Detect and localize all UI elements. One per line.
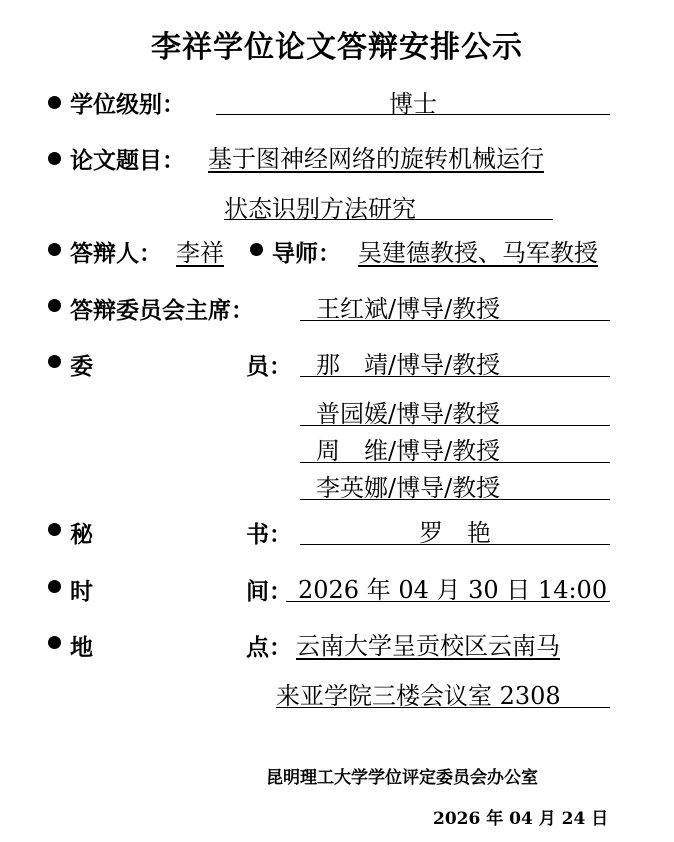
secretary-label-a: 秘 [70,521,93,548]
thesis-title-line2: 状态识别方法研究 [224,195,416,223]
member-3-underline [300,462,610,463]
secretary-value: 罗 艳 [419,519,491,547]
page-title: 李祥学位论文答辩安排公示 [151,30,523,65]
member-2-underline [300,425,610,426]
secretary-label-b: 书： [246,521,292,548]
member-2: 普园媛/博导/教授 [316,400,501,428]
bullet-advisor [250,243,263,256]
chair-value: 王红斌/博导/教授 [316,295,501,323]
members-label-a: 委 [70,353,93,380]
chair-underline [300,320,610,321]
secretary-underline [300,544,610,545]
defender-name: 李祥 [176,239,224,267]
time-label-b: 间： [246,578,292,605]
member-4: 李英娜/博导/教授 [316,474,501,502]
bullet-thesis [48,152,61,165]
bullet-defender [48,243,61,256]
member-1: 那 靖/博导/教授 [316,351,501,379]
place-label-b: 点： [246,634,292,661]
member-1-underline [300,376,610,377]
chair-label: 答辩委员会主席： [70,297,254,324]
defender-label: 答辩人： [70,240,162,267]
thesis-label: 论文题目： [70,147,185,174]
issue-date: 2026 年 04 月 24 日 [433,809,609,829]
advisor-label: 导师： [272,240,341,267]
bullet-degree [48,96,61,109]
place-line1: 云南大学呈贡校区云南马 [296,632,560,660]
thesis-title-line1: 基于图神经网络的旋转机械运行 [208,145,544,173]
bullet-members [48,355,61,368]
time-value: 2026 年 04 月 30 日 14:00 [298,576,608,604]
degree-label: 学位级别： [70,91,185,118]
bullet-secretary [48,523,61,536]
place-line2-underline [276,707,610,708]
place-label-a: 地 [70,634,93,661]
member-3: 周 维/博导/教授 [316,437,501,465]
members-label-b: 员： [246,353,292,380]
degree-value: 博士 [389,90,437,118]
bullet-time [48,580,61,593]
bullet-place [48,636,61,649]
time-underline [286,601,610,602]
time-label-a: 时 [70,578,93,605]
bullet-chair [48,299,61,312]
place-line2: 来亚学院三楼会议室 2308 [276,682,561,710]
issuing-office: 昆明理工大学学位评定委员会办公室 [266,768,538,788]
advisor-names: 吴建德教授、马军教授 [358,239,598,267]
degree-underline [216,114,610,115]
member-4-underline [300,499,610,500]
thesis-line2-underline [224,219,553,220]
